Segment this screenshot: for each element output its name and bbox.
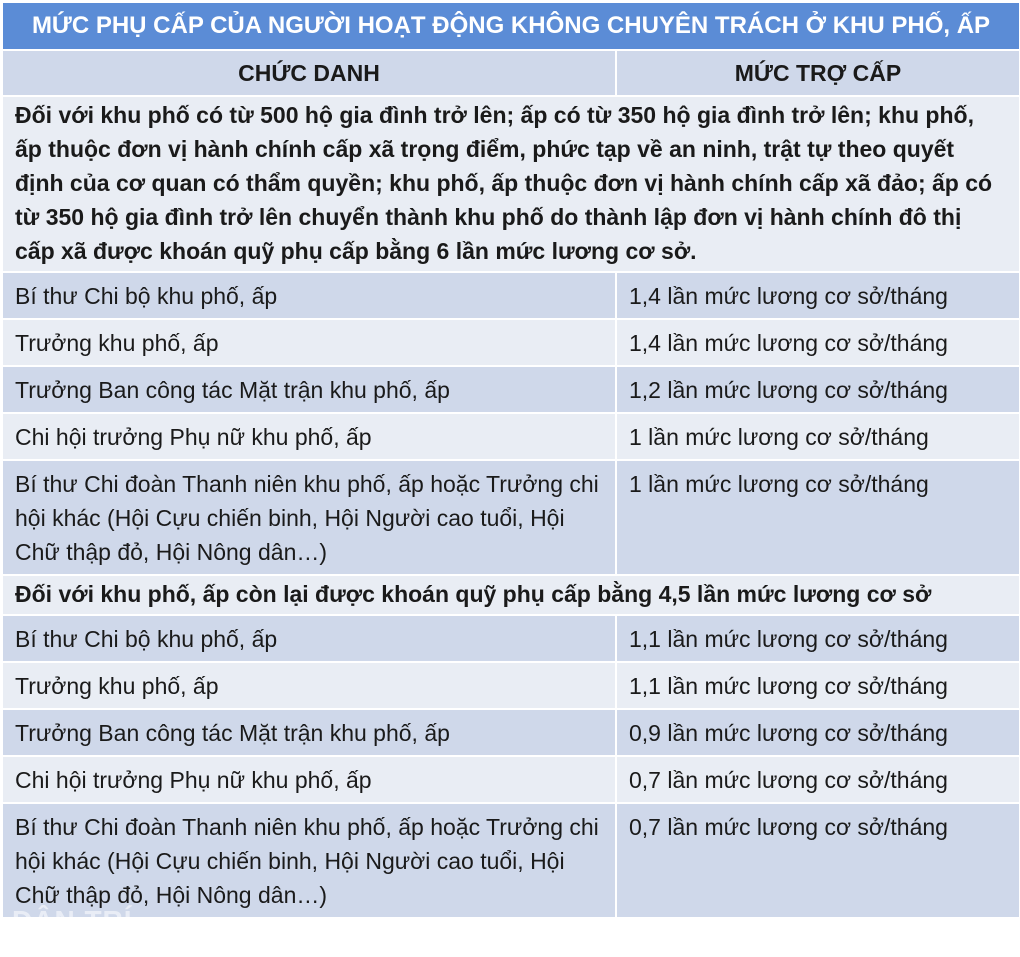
- group-2-description: Đối với khu phố, ấp còn lại được khoán quỹ phụ cấp bằng 4,5 lần mức lương cơ sở: [2, 575, 1020, 615]
- allowance-cell: 1,4 lần mức lương cơ sở/tháng: [616, 319, 1020, 366]
- allowance-table: [1, 1, 1020, 919]
- position-cell: Trưởng khu phố, ấp: [2, 319, 616, 366]
- allowance-cell: 0,7 lần mức lương cơ sở/tháng: [616, 803, 1020, 918]
- group-1-description: Đối với khu phố có từ 500 hộ gia đình trở lên; ấp có từ 350 hộ gia đình trở lên; khu phố, ấp thuộc đơn vị hành chính cấp xã trọng điểm, phức tạp về an ninh, trật tự theo quyết định của cơ quan có thẩm quyền; khu phố, ấp thuộc đơn vị hành chính cấp xã đảo; ấp có từ 350 hộ gia đình trở lên chuyển thành khu phố do thành lập đơn vị hành chính đô thị cấp xã được khoán quỹ phụ cấp bằng 6 lần mức lương cơ sở.: [2, 96, 1020, 272]
- table-row: [2, 803, 1020, 918]
- allowance-cell: 0,9 lần mức lương cơ sở/tháng: [616, 709, 1020, 756]
- table-row: [2, 615, 1020, 662]
- table-row: [2, 366, 1020, 413]
- allowance-cell: 1 lần mức lương cơ sở/tháng: [616, 460, 1020, 575]
- title-row: [2, 2, 1020, 50]
- header-allowance: MỨC TRỢ CẤP: [616, 50, 1020, 96]
- position-cell: Chi hội trưởng Phụ nữ khu phố, ấp: [2, 756, 616, 803]
- position-cell: Bí thư Chi bộ khu phố, ấp: [2, 615, 616, 662]
- group-2-header: [2, 575, 1020, 615]
- table-row: [2, 272, 1020, 319]
- header-row: [2, 50, 1020, 96]
- table-row: [2, 709, 1020, 756]
- table-row: [2, 756, 1020, 803]
- table-row: [2, 413, 1020, 460]
- header-position: CHỨC DANH: [2, 50, 616, 96]
- allowance-cell: 1,1 lần mức lương cơ sở/tháng: [616, 615, 1020, 662]
- position-cell: Trưởng khu phố, ấp: [2, 662, 616, 709]
- allowance-cell: 0,7 lần mức lương cơ sở/tháng: [616, 756, 1020, 803]
- table-row: [2, 460, 1020, 575]
- table-row: [2, 319, 1020, 366]
- table-row: [2, 662, 1020, 709]
- position-cell: Bí thư Chi đoàn Thanh niên khu phố, ấp hoặc Trưởng chi hội khác (Hội Cựu chiến binh, Hội Người cao tuổi, Hội Chữ thập đỏ, Hội Nông dân…): [2, 460, 616, 575]
- table-title: MỨC PHỤ CẤP CỦA NGƯỜI HOẠT ĐỘNG KHÔNG CHUYÊN TRÁCH Ở KHU PHỐ, ẤP: [2, 2, 1020, 50]
- position-cell: Bí thư Chi bộ khu phố, ấp: [2, 272, 616, 319]
- group-1-header: [2, 96, 1020, 272]
- allowance-cell: 1,4 lần mức lương cơ sở/tháng: [616, 272, 1020, 319]
- watermark-logo: DÂN TRÍ: [12, 905, 133, 936]
- position-cell: Chi hội trưởng Phụ nữ khu phố, ấp: [2, 413, 616, 460]
- allowance-cell: 1,1 lần mức lương cơ sở/tháng: [616, 662, 1020, 709]
- allowance-cell: 1 lần mức lương cơ sở/tháng: [616, 413, 1020, 460]
- position-cell: Trưởng Ban công tác Mặt trận khu phố, ấp: [2, 366, 616, 413]
- position-cell: Bí thư Chi đoàn Thanh niên khu phố, ấp hoặc Trưởng chi hội khác (Hội Cựu chiến binh, Hội Người cao tuổi, Hội Chữ thập đỏ, Hội Nông dân…): [2, 803, 616, 918]
- allowance-cell: 1,2 lần mức lương cơ sở/tháng: [616, 366, 1020, 413]
- position-cell: Trưởng Ban công tác Mặt trận khu phố, ấp: [2, 709, 616, 756]
